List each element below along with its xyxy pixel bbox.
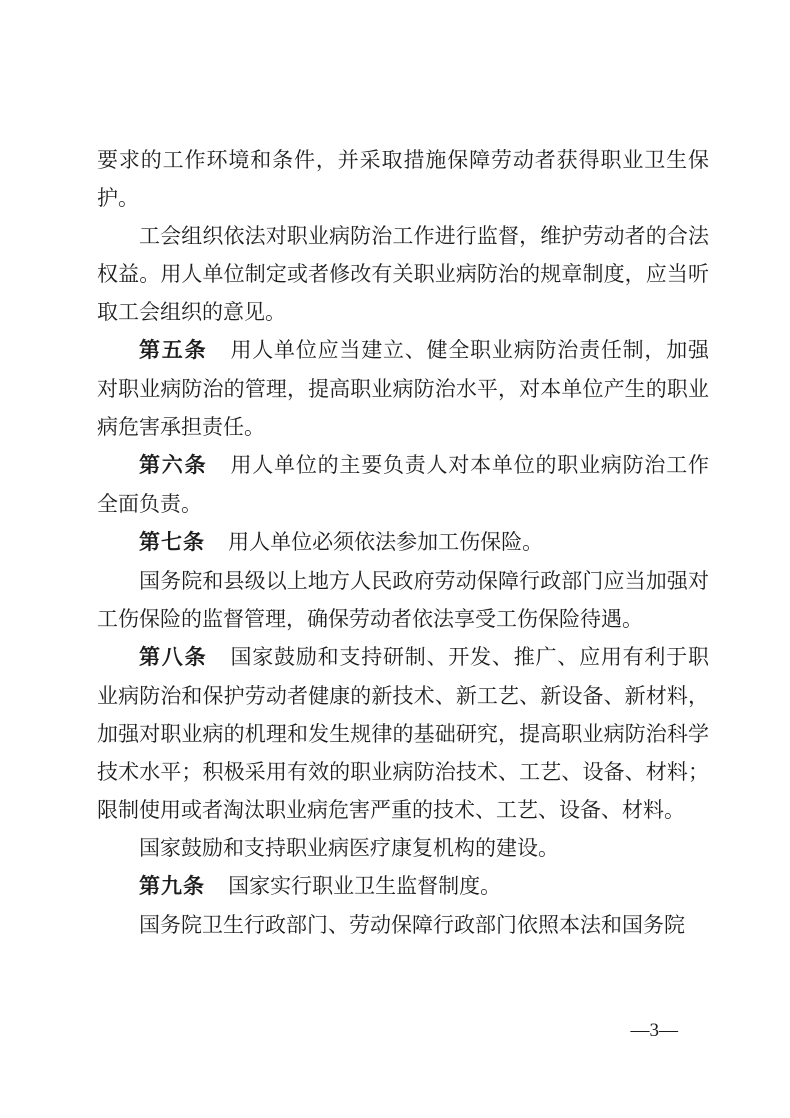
paragraph [97, 141, 709, 217]
paragraph [97, 446, 709, 523]
paragraph-text: 用人单位必须依法参加工伤保险。 [228, 530, 544, 554]
article-number: 第六条 [139, 454, 208, 477]
paragraph-text: 要求的工作环境和条件，并采取措施保障劳动者获得职业卫生保护。 [97, 148, 709, 210]
paragraph-text: 用人单位的主要负责人对本单位的职业病防治工作全面负责。 [97, 453, 710, 516]
article-number: 第八条 [139, 646, 208, 669]
paragraph-text: 国家鼓励和支持研制、开发、推广、应用有利于职业病防治和保护劳动者健康的新技术、新工艺、新设备、新材料，加强对职业病的机理和发生规律的基础研究，提高职业病防治科学技术水平；积极采用有效的职业病防治技术、工艺、设备、材料；限制使用或者淘汰职业病危害严重的技术、工艺、设备、材料。 [97, 645, 710, 822]
article-number: 第七条 [139, 531, 205, 554]
article-number: 第五条 [139, 339, 208, 362]
paragraph [97, 217, 709, 331]
paragraph [97, 638, 709, 829]
document-body [97, 141, 709, 944]
paragraph [97, 829, 709, 867]
paragraph [97, 867, 709, 906]
paragraph-text: 国务院和县级以上地方人民政府劳动保障行政部门应当加强对工伤保险的监督管理，确保劳动者依法享受工伤保险待遇。 [97, 569, 709, 631]
paragraph [97, 523, 709, 562]
paragraph [97, 906, 709, 944]
paragraph-text: 国务院卫生行政部门、劳动保障行政部门依照本法和国务院 [139, 913, 685, 937]
article-number: 第九条 [139, 875, 205, 898]
paragraph-text: 国家鼓励和支持职业病医疗康复机构的建设。 [139, 836, 559, 860]
paragraph-text: 国家实行职业卫生监督制度。 [228, 874, 502, 898]
paragraph [97, 331, 709, 446]
page-number: —3— [630, 1020, 678, 1041]
paragraph-text: 工会组织依法对职业病防治工作进行监督，维护劳动者的合法权益。用人单位制定或者修改有关职业病防治的规章制度，应当听取工会组织的意见。 [97, 224, 709, 324]
paragraph [97, 562, 709, 638]
paragraph-text: 用人单位应当建立、健全职业病防治责任制，加强对职业病防治的管理，提高职业病防治水平，对本单位产生的职业病危害承担责任。 [97, 338, 710, 439]
